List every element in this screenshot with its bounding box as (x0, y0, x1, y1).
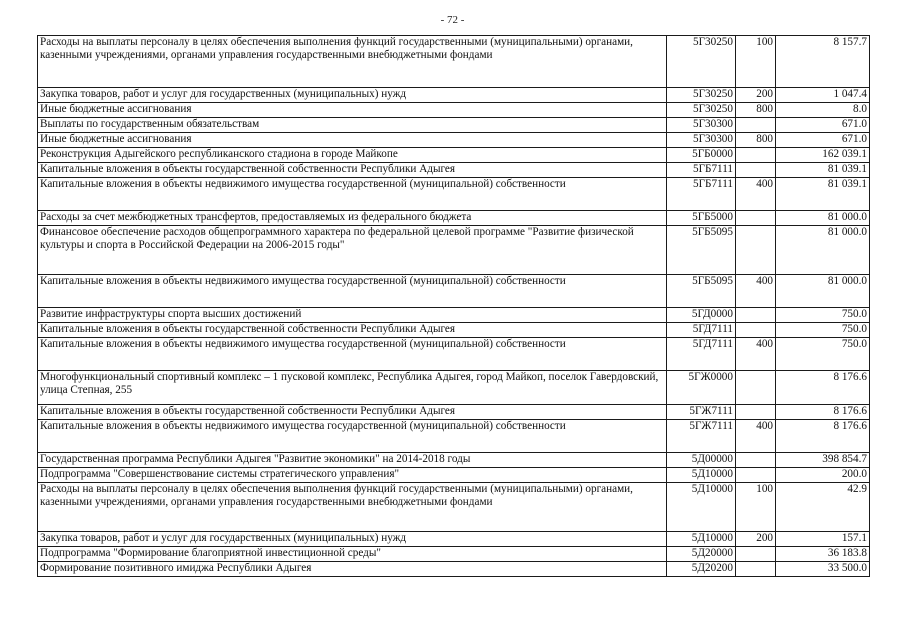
expense-name-cell: Расходы на выплаты персоналу в целях обеспечения выполнения функций государственными (муниципальными) органами, казенными учреждениями, органами управления государственными внебюджетными фондами (38, 36, 667, 88)
expense-type-cell: 200 (736, 532, 776, 547)
table-row (38, 323, 870, 338)
table-row (38, 103, 870, 118)
expense-type-cell: 200 (736, 88, 776, 103)
table-row (38, 226, 870, 275)
amount-cell: 157.1 (776, 532, 870, 547)
expense-type-cell (736, 226, 776, 275)
table-row (38, 163, 870, 178)
expense-name-cell: Финансовое обеспечение расходов общепрограммного характера по федеральной целевой программе "Развитие физической культуры и спорта в Российской Федерации на 2006-2015 годы" (38, 226, 667, 275)
target-code-cell: 5ГБ5095 (667, 226, 736, 275)
amount-cell: 42.9 (776, 483, 870, 532)
expense-name-cell: Капитальные вложения в объекты недвижимого имущества государственной (муниципальной) собственности (38, 420, 667, 453)
target-code-cell: 5ГД7111 (667, 323, 736, 338)
table-row (38, 178, 870, 211)
expense-type-cell: 100 (736, 36, 776, 88)
target-code-cell: 5ГД7111 (667, 338, 736, 371)
expense-name-cell: Выплаты по государственным обязательствам (38, 118, 667, 133)
expense-type-cell: 400 (736, 178, 776, 211)
table-row (38, 118, 870, 133)
target-code-cell: 5ГБ5095 (667, 275, 736, 308)
budget-table-body (38, 36, 870, 577)
target-code-cell: 5ГЖ0000 (667, 371, 736, 405)
target-code-cell: 5Г30300 (667, 133, 736, 148)
expense-name-cell: Капитальные вложения в объекты недвижимого имущества государственной (муниципальной) собственности (38, 275, 667, 308)
table-row (38, 405, 870, 420)
expense-type-cell (736, 118, 776, 133)
amount-cell: 750.0 (776, 323, 870, 338)
target-code-cell: 5ГЖ7111 (667, 405, 736, 420)
amount-cell: 398 854.7 (776, 453, 870, 468)
expense-name-cell: Капитальные вложения в объекты недвижимого имущества государственной (муниципальной) собственности (38, 338, 667, 371)
expense-type-cell (736, 148, 776, 163)
target-code-cell: 5Г30250 (667, 103, 736, 118)
target-code-cell: 5ГБ5000 (667, 211, 736, 226)
amount-cell: 36 183.8 (776, 547, 870, 562)
target-code-cell: 5Д20000 (667, 547, 736, 562)
target-code-cell: 5ГД0000 (667, 308, 736, 323)
expense-type-cell: 100 (736, 483, 776, 532)
amount-cell: 671.0 (776, 118, 870, 133)
table-row (38, 308, 870, 323)
expense-name-cell: Капитальные вложения в объекты государственной собственности Республики Адыгея (38, 323, 667, 338)
expense-type-cell: 400 (736, 275, 776, 308)
expense-name-cell: Многофункциональный спортивный комплекс – 1 пусковой комплекс, Республика Адыгея, город Майкоп, поселок Гавердовский, улица Степная, 255 (38, 371, 667, 405)
expense-type-cell (736, 308, 776, 323)
amount-cell: 671.0 (776, 133, 870, 148)
table-row (38, 88, 870, 103)
table-row (38, 532, 870, 547)
target-code-cell: 5Г30250 (667, 88, 736, 103)
amount-cell: 81 000.0 (776, 211, 870, 226)
target-code-cell: 5Д00000 (667, 453, 736, 468)
target-code-cell: 5Д10000 (667, 532, 736, 547)
expense-type-cell (736, 405, 776, 420)
expense-name-cell: Расходы на выплаты персоналу в целях обеспечения выполнения функций государственными (муниципальными) органами, казенными учреждениями, органами управления государственными внебюджетными фондами (38, 483, 667, 532)
table-row (38, 338, 870, 371)
amount-cell: 81 039.1 (776, 163, 870, 178)
table-row (38, 211, 870, 226)
expense-type-cell (736, 211, 776, 226)
table-row (38, 148, 870, 163)
table-row (38, 468, 870, 483)
expense-name-cell: Капитальные вложения в объекты недвижимого имущества государственной (муниципальной) собственности (38, 178, 667, 211)
expense-type-cell (736, 163, 776, 178)
amount-cell: 750.0 (776, 338, 870, 371)
budget-table (37, 35, 870, 577)
amount-cell: 81 039.1 (776, 178, 870, 211)
expense-type-cell (736, 562, 776, 577)
expense-type-cell: 400 (736, 420, 776, 453)
expense-name-cell: Закупка товаров, работ и услуг для государственных (муниципальных) нужд (38, 88, 667, 103)
table-row (38, 275, 870, 308)
expense-type-cell: 800 (736, 103, 776, 118)
target-code-cell: 5ГБ0000 (667, 148, 736, 163)
amount-cell: 81 000.0 (776, 275, 870, 308)
amount-cell: 8 157.7 (776, 36, 870, 88)
expense-type-cell (736, 371, 776, 405)
expense-type-cell: 800 (736, 133, 776, 148)
expense-name-cell: Иные бюджетные ассигнования (38, 133, 667, 148)
expense-name-cell: Развитие инфраструктуры спорта высших достижений (38, 308, 667, 323)
target-code-cell: 5Д20200 (667, 562, 736, 577)
expense-name-cell: Капитальные вложения в объекты государственной собственности Республики Адыгея (38, 405, 667, 420)
expense-name-cell: Иные бюджетные ассигнования (38, 103, 667, 118)
target-code-cell: 5ГБ7111 (667, 178, 736, 211)
expense-type-cell (736, 323, 776, 338)
table-row (38, 420, 870, 453)
table-row (38, 133, 870, 148)
expense-name-cell: Реконструкция Адыгейского республиканского стадиона в городе Майкопе (38, 148, 667, 163)
table-row (38, 547, 870, 562)
expense-name-cell: Подпрограмма "Формирование благоприятной инвестиционной среды" (38, 547, 667, 562)
target-code-cell: 5Г30300 (667, 118, 736, 133)
amount-cell: 8 176.6 (776, 405, 870, 420)
expense-type-cell (736, 468, 776, 483)
expense-type-cell (736, 547, 776, 562)
expense-name-cell: Государственная программа Республики Адыгея "Развитие экономики" на 2014-2018 годы (38, 453, 667, 468)
expense-name-cell: Закупка товаров, работ и услуг для государственных (муниципальных) нужд (38, 532, 667, 547)
page-number: - 72 - (440, 14, 465, 26)
target-code-cell: 5Д10000 (667, 468, 736, 483)
amount-cell: 8 176.6 (776, 371, 870, 405)
target-code-cell: 5Г30250 (667, 36, 736, 88)
amount-cell: 33 500.0 (776, 562, 870, 577)
expense-name-cell: Капитальные вложения в объекты государственной собственности Республики Адыгея (38, 163, 667, 178)
table-row (38, 453, 870, 468)
amount-cell: 8 176.6 (776, 420, 870, 453)
table-row (38, 36, 870, 88)
target-code-cell: 5ГБ7111 (667, 163, 736, 178)
amount-cell: 200.0 (776, 468, 870, 483)
expense-type-cell (736, 453, 776, 468)
table-row (38, 562, 870, 577)
expense-name-cell: Подпрограмма "Совершенствование системы стратегического управления" (38, 468, 667, 483)
target-code-cell: 5ГЖ7111 (667, 420, 736, 453)
table-row (38, 371, 870, 405)
amount-cell: 162 039.1 (776, 148, 870, 163)
target-code-cell: 5Д10000 (667, 483, 736, 532)
expense-name-cell: Формирование позитивного имиджа Республики Адыгея (38, 562, 667, 577)
table-row (38, 483, 870, 532)
amount-cell: 1 047.4 (776, 88, 870, 103)
amount-cell: 81 000.0 (776, 226, 870, 275)
amount-cell: 750.0 (776, 308, 870, 323)
expense-type-cell: 400 (736, 338, 776, 371)
amount-cell: 8.0 (776, 103, 870, 118)
expense-name-cell: Расходы за счет межбюджетных трансфертов, предоставляемых из федерального бюджета (38, 211, 667, 226)
